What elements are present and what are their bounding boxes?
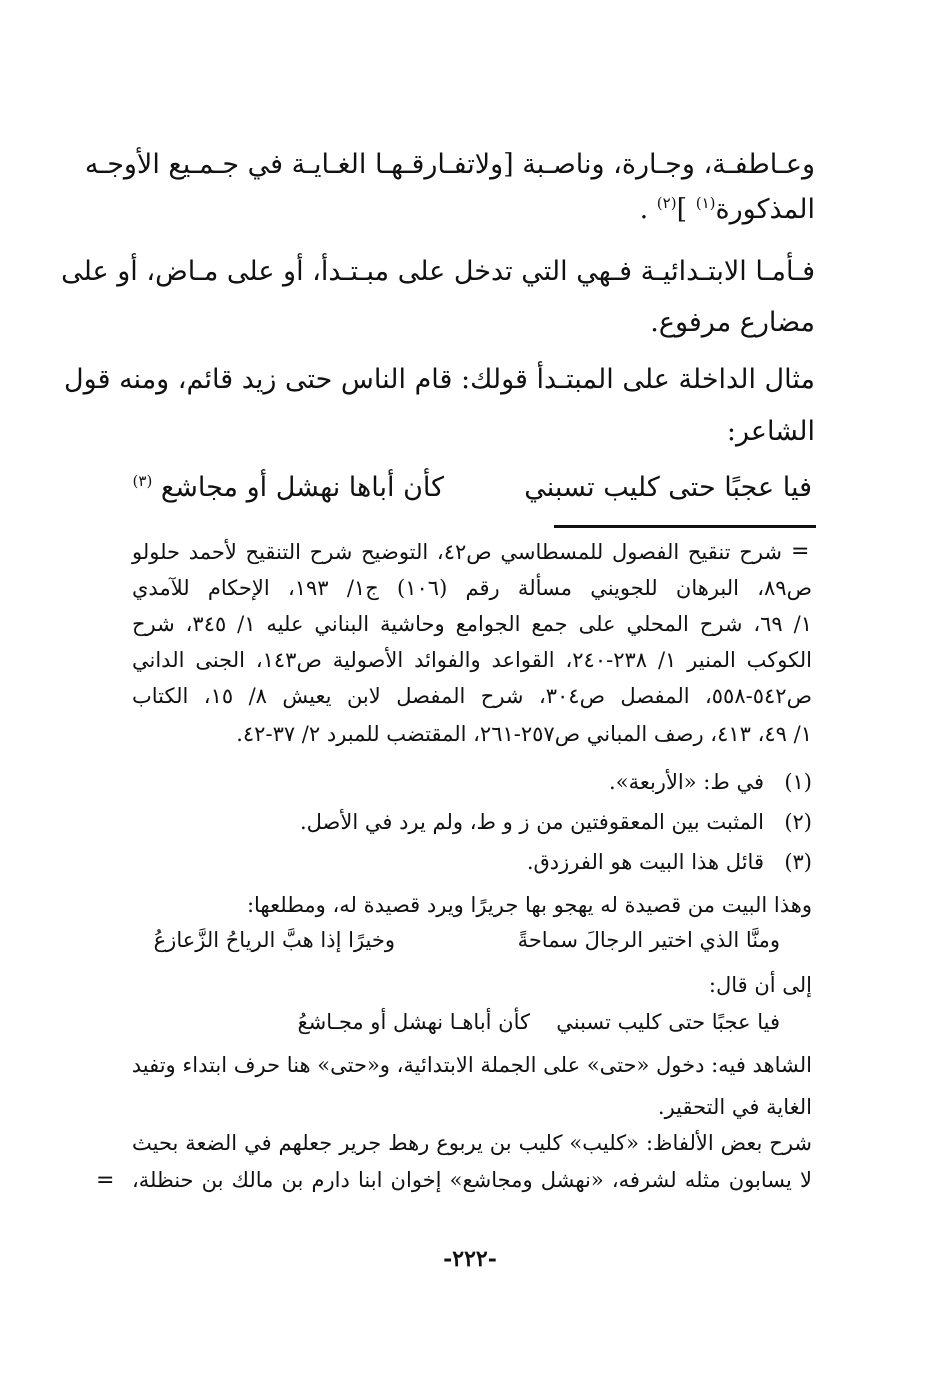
footnote-witness-line-1: الشاهد فيه: دخول «حتى» على الجملة الابتدائية، و«حتى» هنا حرف ابتداء وتفيد (131, 1053, 812, 1077)
footnote-ref-2: (٢) (656, 194, 677, 212)
footnote-3-text: قائل هذا البيت هو الفرزدق. (526, 850, 764, 874)
footnote-witness-line-2: الغاية في التحقير. (657, 1095, 812, 1119)
continuation-mark: = (791, 539, 810, 564)
body-paragraph-1-line-2 (640, 190, 815, 230)
body-paragraph-3-line-1: مثال الداخلة على المبتـدأ قولك: قام الناس حتى زيد قائم، ومنه قول (64, 364, 815, 395)
body-paragraph-2-line-2: مضارع مرفوع. (650, 307, 815, 338)
footnote-until: إلى أن قال: (708, 973, 812, 997)
footnote-verse-a-second: وخيرًا إذا هبَّ الرياحُ الزَّعازعُ (153, 928, 395, 952)
footnote-continuation-line-6: ١/ ٤٩، ٤١٣، رصف المباني ص٢٥٧-٢٦١، المقتضب للمبرد ٢/ ٣٧-٤٢. (236, 722, 812, 746)
footnote-glossary-line-1: شرح بعض الألفاظ: «كليب» كليب بن يربوع رهط جرير جعلهم في الضعة بحيث (132, 1131, 812, 1155)
footnote-2-number: (٢) (784, 810, 812, 834)
footnote-continuation-line-3: ١/ ٦٩، شرح المحلي على جمع الجوامع وحاشية البناني عليه ١/ ٣٤٥، شرح (132, 612, 812, 636)
body-text-fragment: المذكورة (715, 194, 815, 225)
footnote-verse-b-first: فيا عجبًا حتى كليب تسبني (556, 1010, 780, 1034)
body-paragraph-2-line-1: فـأمـا الابتـدائيـة فـهي التي تدخل على مبـتـدأ، أو على مـاض، أو على (61, 256, 815, 287)
footnote-glossary-line-2: لا يسابون مثله لشرفه، «نهشل ومجاشع» إخوان ابنا دارم بن مالك بن حنظلة، (132, 1168, 812, 1192)
footnote-continuation-line-2: ص٨٩، البرهان للجويني مسألة رقم (١٠٦) ج١/ ١٩٣، الإحكام للآمدي (132, 576, 812, 600)
verse-second-hemistich (133, 472, 444, 503)
footnote-verse-a-first: ومنَّا الذي اختير الرجالَ سماحةً (517, 928, 780, 952)
footnote-2-text: المثبت بين المعقوفتين من ز و ط، ولم يرد في الأصل. (299, 810, 764, 834)
footnote-continuation-line-4: الكوكب المنير ١/ ٢٣٨-٢٤٠، القواعد والفوائد الأصولية ص١٤٣، الجنى الداني (132, 648, 812, 672)
period: . (639, 194, 649, 225)
verse-first-hemistich: فيا عجبًا حتى كليب تسبني (524, 472, 812, 503)
footnote-3-intro: وهذا البيت من قصيدة له يهجو بها جريرًا ويرد قصيدة له، ومطلعها: (246, 893, 812, 917)
page-number: -٢٢٢- (443, 1246, 497, 1272)
footnote-1-number: (١) (784, 770, 812, 794)
footnote-verse-b-second: كأن أباهـا نهشل أو مجـاشعُ (297, 1010, 530, 1034)
footnote-ref-3: (٣) (132, 472, 153, 490)
footnote-3-number: (٣) (784, 850, 812, 874)
footnote-continuation-line-1: شرح تنقيح الفصول للمسطاسي ص٤٢، التوضيح شرح التنقيح لأحمد حلولو (132, 540, 783, 564)
body-paragraph-3-line-2: الشاعر: (726, 416, 815, 447)
footnote-continuation-line-5: ص٥٤٢-٥٥٨، المفصل ص٣٠٤، شرح المفصل لابن يعيش ٨/ ١٥، الكتاب (132, 684, 812, 708)
verse-second-text: كأن أباها نهشل أو مجاشع (160, 472, 444, 503)
footnote-separator (554, 525, 816, 528)
body-paragraph-1-line-1: وعـاطفـة، وجـارة، وناصـبة [ولاتفـارقـهـا الغـايـة في جـمـيع الأوجـه (84, 149, 815, 180)
footnote-1-text: في ط: «الأربعة». (609, 770, 764, 794)
glossary-continuation-mark: = (96, 1168, 115, 1193)
footnote-ref-1: (١) (695, 194, 716, 212)
bracket-close: ] (676, 194, 688, 225)
